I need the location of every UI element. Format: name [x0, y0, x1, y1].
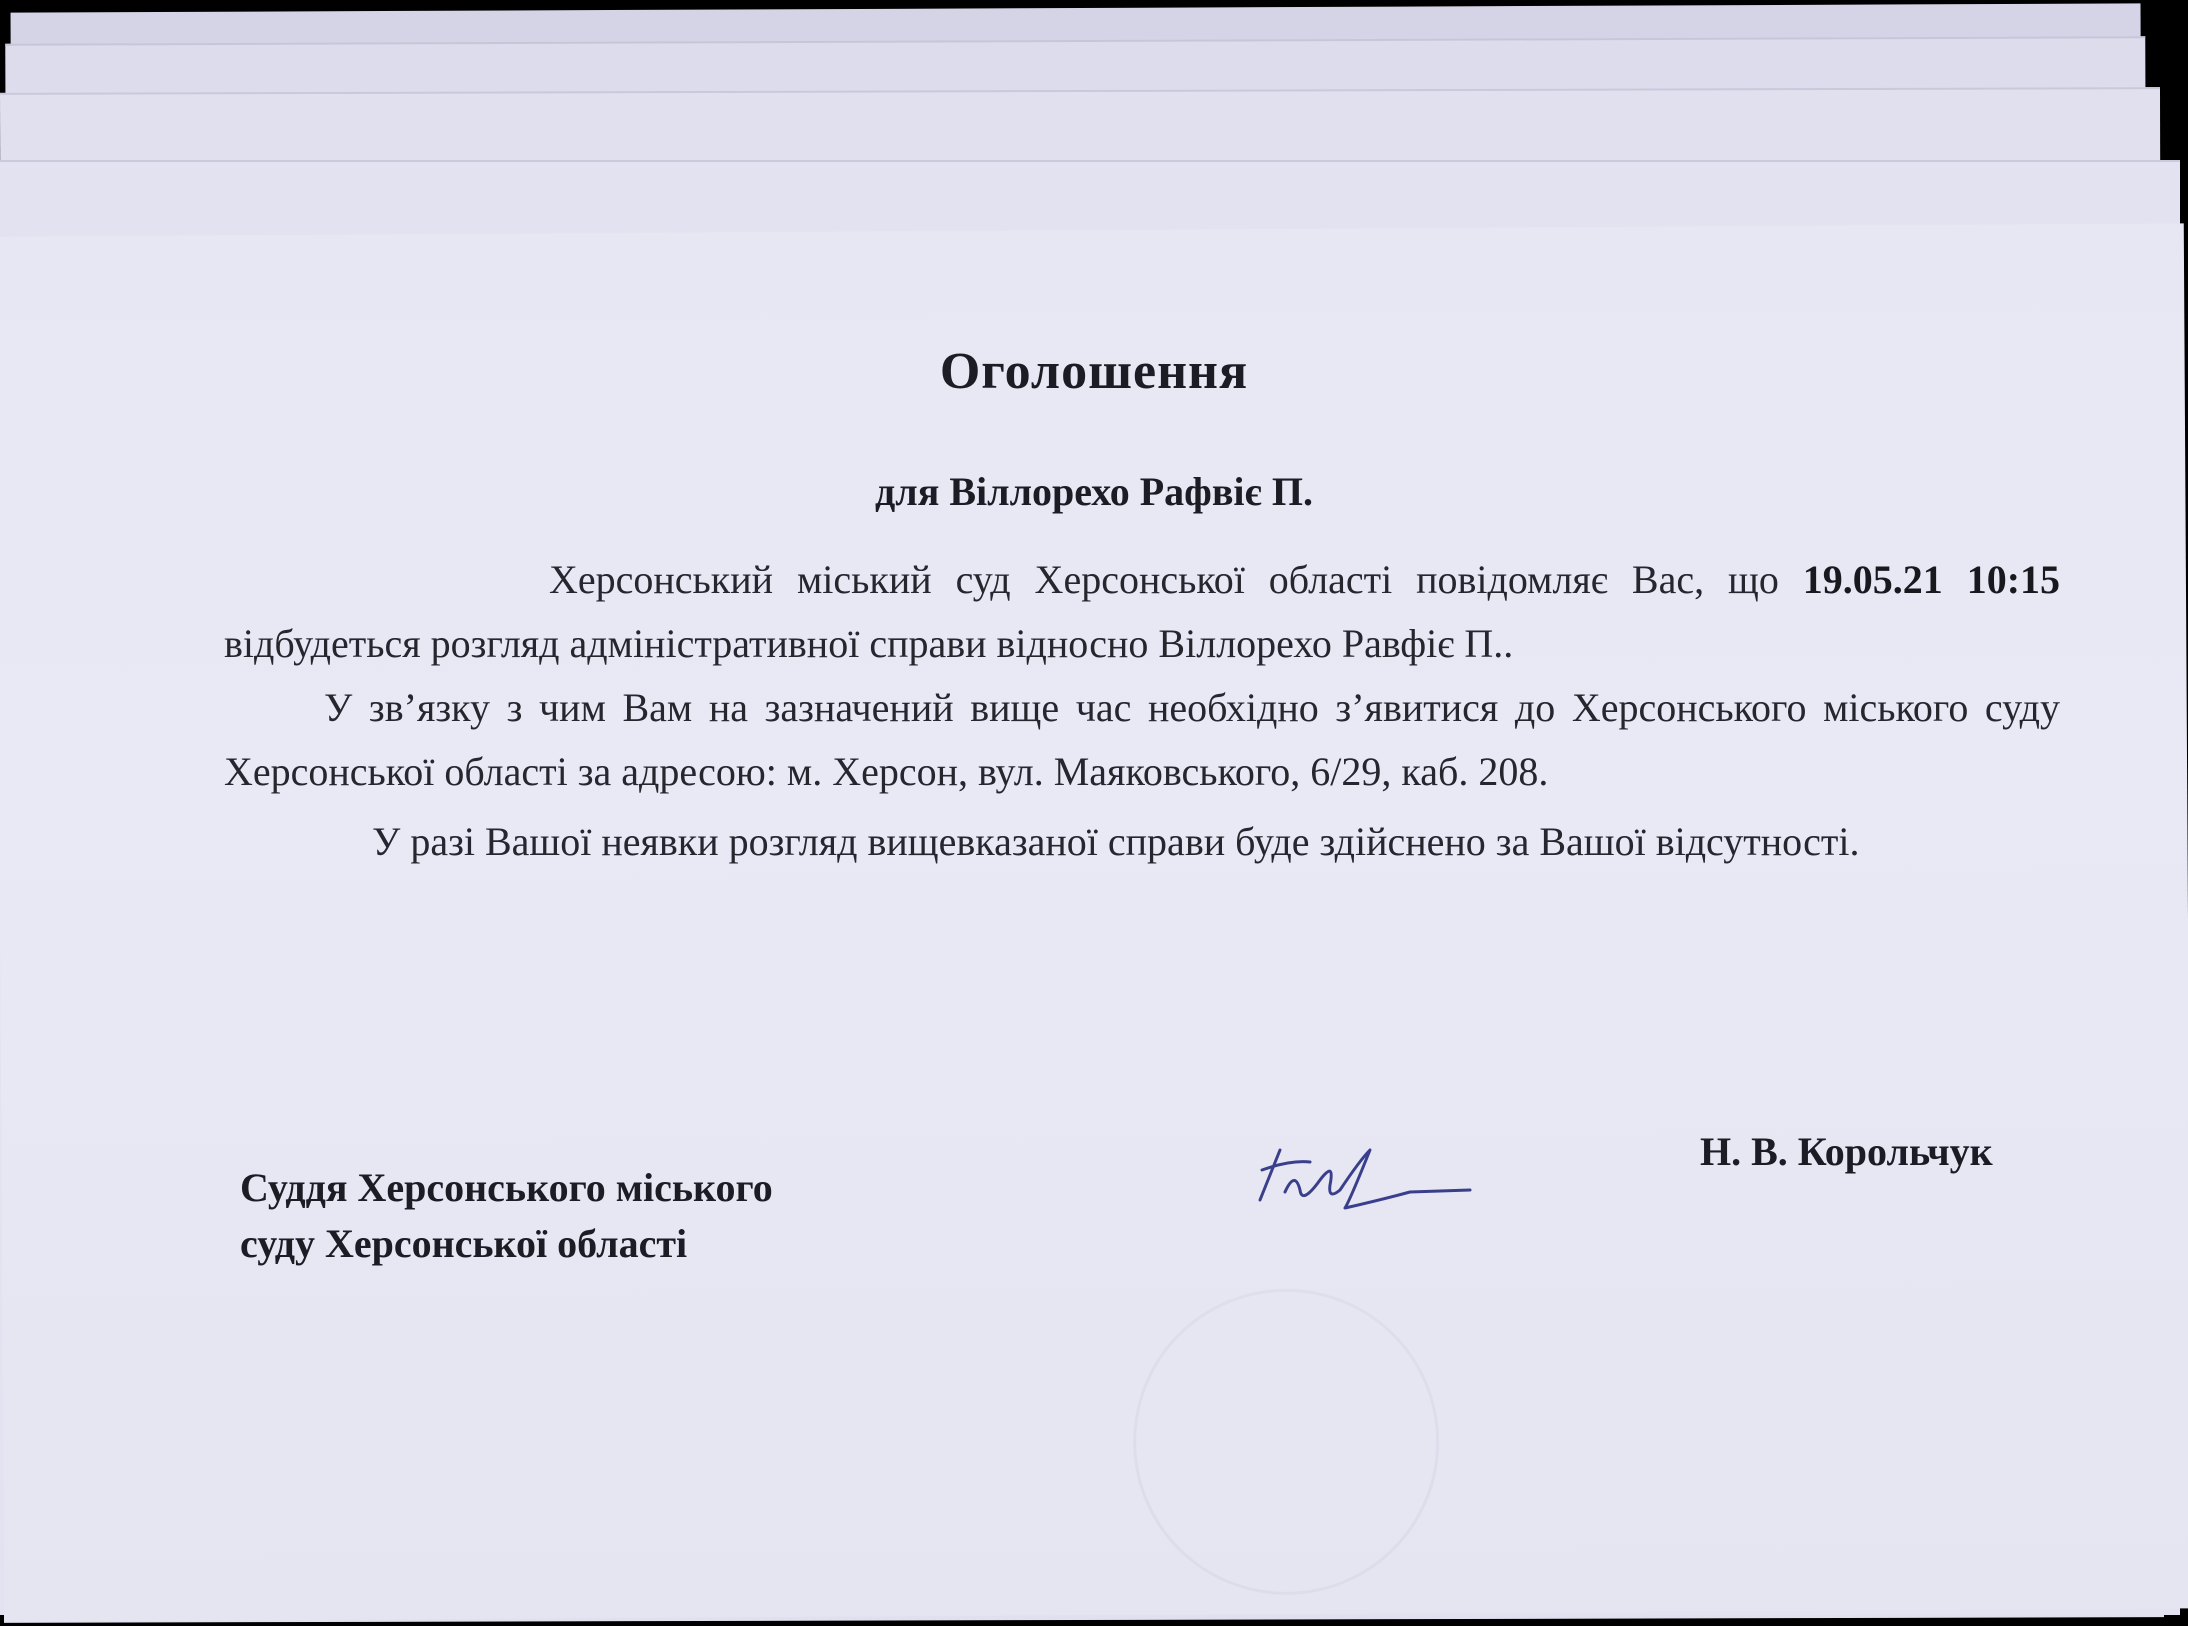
- document-body: [224, 548, 2060, 878]
- notice-intro: Херсонський міський суд Херсонської області повідомляє Вас, що: [549, 557, 1779, 602]
- announcement-sheet: [0, 223, 2188, 1621]
- document-title: Оголошення: [939, 343, 1249, 400]
- show-through-seal: [1132, 1288, 1440, 1596]
- notice-rest: відбудеться розгляд адміністративної справи відносно Віллорехо Равфіє П..: [224, 621, 1514, 666]
- signatory-position: [240, 1160, 773, 1272]
- paragraph-summons: У зв’язку з чим Вам на зазначений вище час необхідно з’явитися до Херсонського міського суду Херсонської області за адресою: м. Херсон, вул. Маяковського, 6/29, каб. 208.: [224, 685, 2060, 794]
- hearing-date-time: 19.05.21 10:15: [1802, 557, 2061, 602]
- signatory-position-line1: Суддя Херсонського міського: [240, 1165, 773, 1210]
- paragraph-notice: [224, 548, 2060, 676]
- handwritten-signature: [1240, 1130, 1480, 1230]
- paragraph-absence-warning: У разі Вашої неявки розгляд вищевказаної справи буде здійснено за Вашої відсутності.: [372, 819, 1860, 864]
- document-addressee: для Віллорехо Рафвіє П.: [875, 469, 1313, 514]
- signatory-position-line2: суду Херсонської області: [240, 1221, 688, 1266]
- signatory-name: Н. В. Корольчук: [1700, 1129, 1993, 1174]
